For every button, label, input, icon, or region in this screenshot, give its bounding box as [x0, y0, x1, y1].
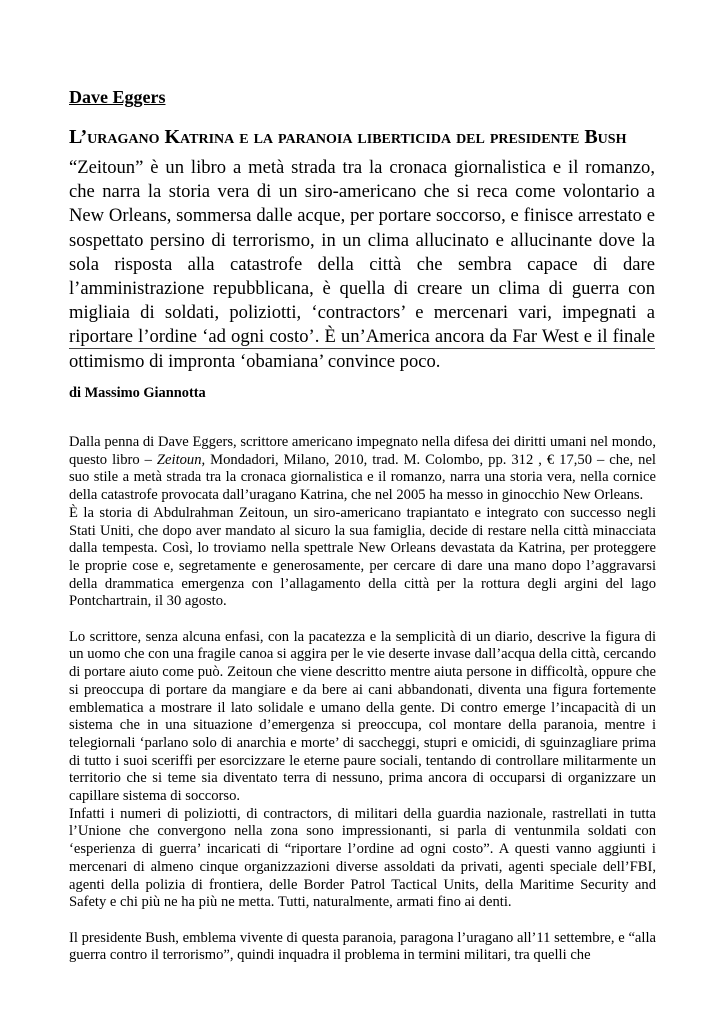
author-heading: Dave Eggers — [69, 87, 166, 107]
book-title: Zeitoun, — [156, 451, 206, 468]
paragraph-text: Mondadori, Milano, 2010, trad. M. Colombo, pp. 312 , € 17,50 – che, nel suo stile a metà strada tra la cronaca giornalistica e il romanzo, narra una storia vera, nella cornice della catastrofe provocata dall’uragano Katrina, che nel 2005 ha messo in ginocchio New Orleans. — [69, 451, 656, 504]
body-paragraph-5: Il presidente Bush, emblema vivente di questa paranoia, paragona l’uragano all’11 settembre, e “alla guerra contro il terrorismo”, quindi inquadra il problema in termini militari, tra quelli che — [69, 929, 656, 964]
byline: di Massimo Giannotta — [69, 385, 206, 401]
body-paragraph-3: Lo scrittore, senza alcuna enfasi, con la pacatezza e la semplicità di un diario, descrive la figura di un uomo che con una fragile canoa si aggira per le vie deserte invase dall’acqua della città, cercando di portare aiuto come può. Zeitoun che viene descritto mentre aiuta persone in difficoltà, oppure che si preoccupa di portare da mangiare e da bere ai cani abbandonati, diventa una figura fortemente emblematica a mostrare il lato solidale e umano della gente. Di contro emerge l’incapacità di un sistema che in una situazione d’emergenza si preoccupa, col montare della paranoia, mentre i telegiornali ‘parlano solo di anarchia e morte’ di saccheggi, stupri e omicidi, di sguinzagliare prima di tutto i suoi sceriffi per esorcizzare le eterne paure sociali, tentando di controllare militarmente un territorio che si teme sia diventato terra di nessuno, prima ancora di occuparsi di organizzare un capillare sistema di soccorso. — [69, 628, 656, 805]
divider-rule — [69, 348, 655, 349]
article-body — [69, 434, 656, 965]
body-paragraph-1 — [69, 434, 656, 505]
body-paragraph-4: Infatti i numeri di poliziotti, di contractors, di militari della guardia nazionale, rastrellati in tutta l’Unione che convergono nella zona sono impressionanti, si parla di ventunmila soldati con ‘esperienza di guerra’ incaricati di “riportare l’ordine ad ogni costo”. A questi vanno aggiunti i mercenari di almeno cinque organizzazioni diverse assoldati da privati, agenti speciale dell’FBI, agenti della polizia di frontiera, delle Border Patrol Tactical Units, della Maritime Security and Safety e chi più ne ha più ne metta. Tutti, naturalmente, armati fino ai denti. — [69, 805, 656, 911]
paragraph-text: Dalla penna di Dave Eggers, scrittore americano impegnato nella difesa dei diritti umani nel mondo, questo libro – — [69, 434, 656, 468]
abstract-paragraph: “Zeitoun” è un libro a metà strada tra la cronaca giornalistica e il romanzo, che narra la storia vera di un siro-americano che si reca come volontario a New Orleans, sommersa dalle acque, per portare soccorso, e finisce arrestato e sospettato persino di terrorismo, in un clima allucinato e allucinante dove la sola risposta alla catastrofe della città che sembra capace di dare l’amministrazione repubblicana, è quella di creare un clima di guerra con migliaia di soldati, poliziotti, ‘contractors’ e mercenari vari, impegnati a riportare l’ordine ‘ad ogni costo’. È un’America ancora da Far West e il finale ottimismo di impronta ‘obamiana’ convince poco. — [69, 157, 655, 372]
article-headline: L’uragano Katrina e la paranoia liberticida del presidente Bush — [69, 126, 627, 148]
body-paragraph-2: È la storia di Abdulrahman Zeitoun, un siro-americano trapiantato e integrato con successo negli Stati Uniti, che dopo aver mandato al sicuro la sua famiglia, decide di restare nella città minacciata dalla tempesta. Così, lo troviamo nella spettrale New Orleans devastata da Katrina, per proteggere le proprie cose e, segretamente e generosamente, per cercare di dare una mano dopo l’aggravarsi della drammatica emergenza con l’allagamento della città per la rottura degli argini del lago Pontchartrain, il 30 agosto. — [69, 504, 656, 610]
article-abstract — [69, 156, 655, 374]
